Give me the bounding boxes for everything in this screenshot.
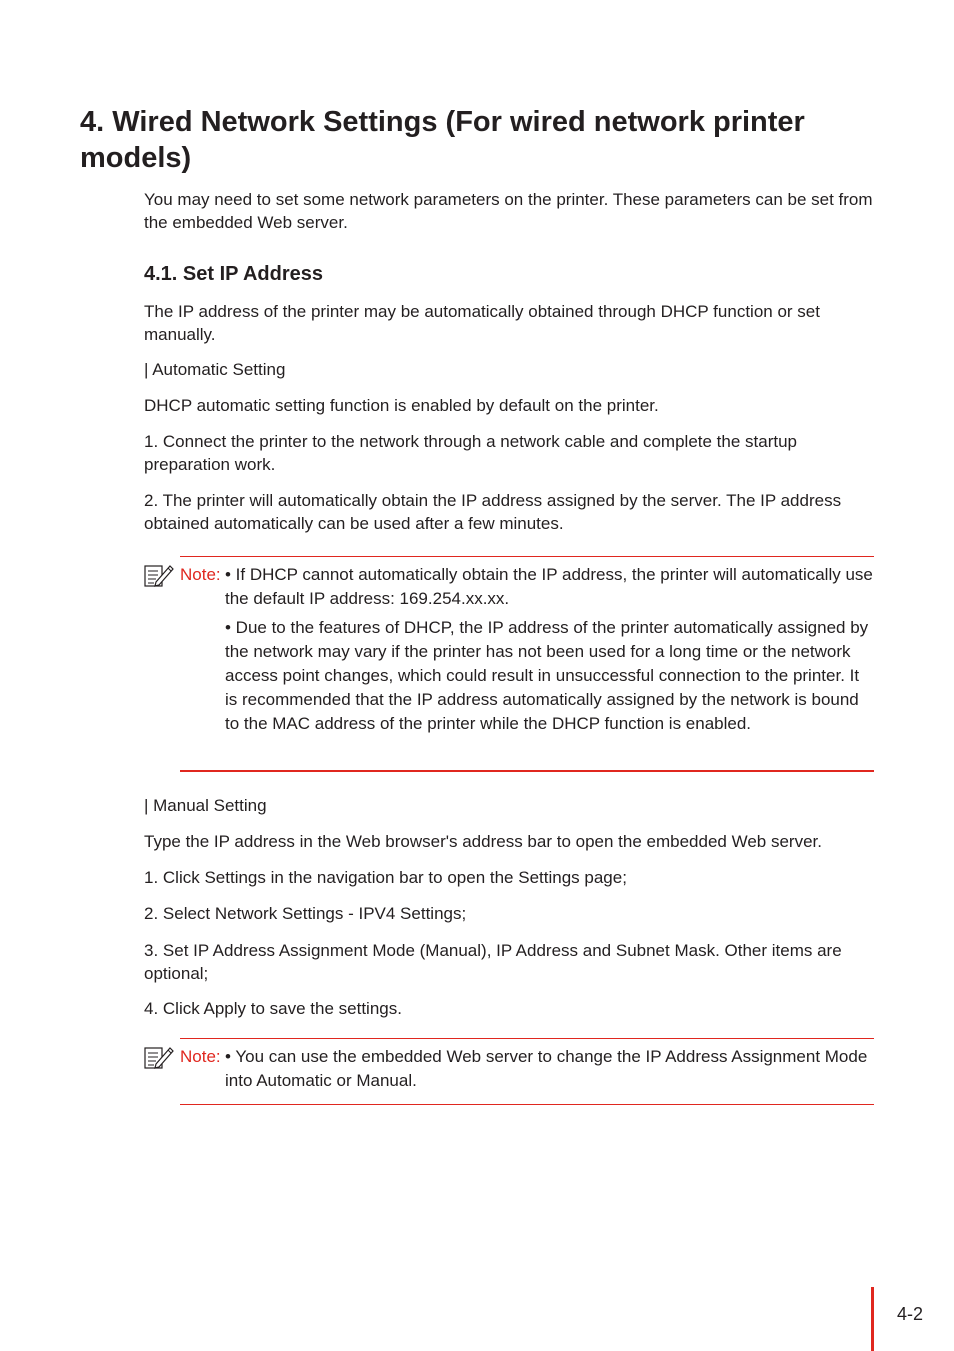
page-number-bar xyxy=(871,1287,874,1351)
note-bullet: • If DHCP cannot automatically obtain the IP address, the printer will automatically use the default IP address: 169.254.xx.xx. xyxy=(225,565,873,608)
note-pencil-icon xyxy=(144,562,174,588)
manual-step-3: 3. Set IP Address Assignment Mode (Manual), IP Address and Subnet Mask. Other items are optional; xyxy=(144,941,842,983)
manual-step-1: 1. Click Settings in the navigation bar to open the Settings page; xyxy=(144,868,627,887)
page-number: 4-2 xyxy=(897,1304,924,1324)
note-bullet: • Due to the features of DHCP, the IP address of the printer automatically assigned by the network may vary if the printer has not been used for a long time or the network access point changes, which could result in unsuccessful connection to the printer. It is recommended that the IP address automatically assigned by the network is bound to the MAC address of the printer while the DHCP function is enabled. xyxy=(225,618,869,733)
manual-setting-desc: Type the IP address in the Web browser's address bar to open the embedded Web server. xyxy=(144,832,822,851)
note-top-rule xyxy=(180,1038,874,1039)
automatic-step-2: 2. The printer will automatically obtain the IP address assigned by the server. The IP address obtained automatically can be used after a few minutes. xyxy=(144,491,842,533)
automatic-setting-desc: DHCP automatic setting function is enabled by default on the printer. xyxy=(144,396,659,415)
note-pencil-icon xyxy=(144,1044,174,1070)
manual-setting-title: | Manual Setting xyxy=(144,796,267,815)
automatic-step-1: 1. Connect the printer to the network through a network cable and complete the startup preparation work. xyxy=(144,432,797,474)
note-bullet: • You can use the embedded Web server to change the IP Address Assignment Mode into Automatic or Manual. xyxy=(225,1047,868,1090)
note-bottom-rule xyxy=(180,770,874,772)
section-heading: 4.1. Set IP Address xyxy=(144,263,323,285)
note-label: Note: xyxy=(180,565,221,584)
intro-paragraph: You may need to set some network parameters on the printer. These parameters can be set from the embedded Web server. xyxy=(144,190,873,232)
page-title: 4. Wired Network Settings (For wired network printer models) xyxy=(80,106,805,174)
ip-intro-paragraph: The IP address of the printer may be automatically obtained through DHCP function or set manually. xyxy=(144,302,820,344)
manual-step-2: 2. Select Network Settings - IPV4 Settings; xyxy=(144,904,467,923)
note-label: Note: xyxy=(180,1047,221,1066)
note-top-rule xyxy=(180,556,874,557)
note-bottom-rule xyxy=(180,1104,874,1105)
automatic-setting-title: | Automatic Setting xyxy=(144,360,286,379)
manual-step-4: 4. Click Apply to save the settings. xyxy=(144,999,402,1018)
